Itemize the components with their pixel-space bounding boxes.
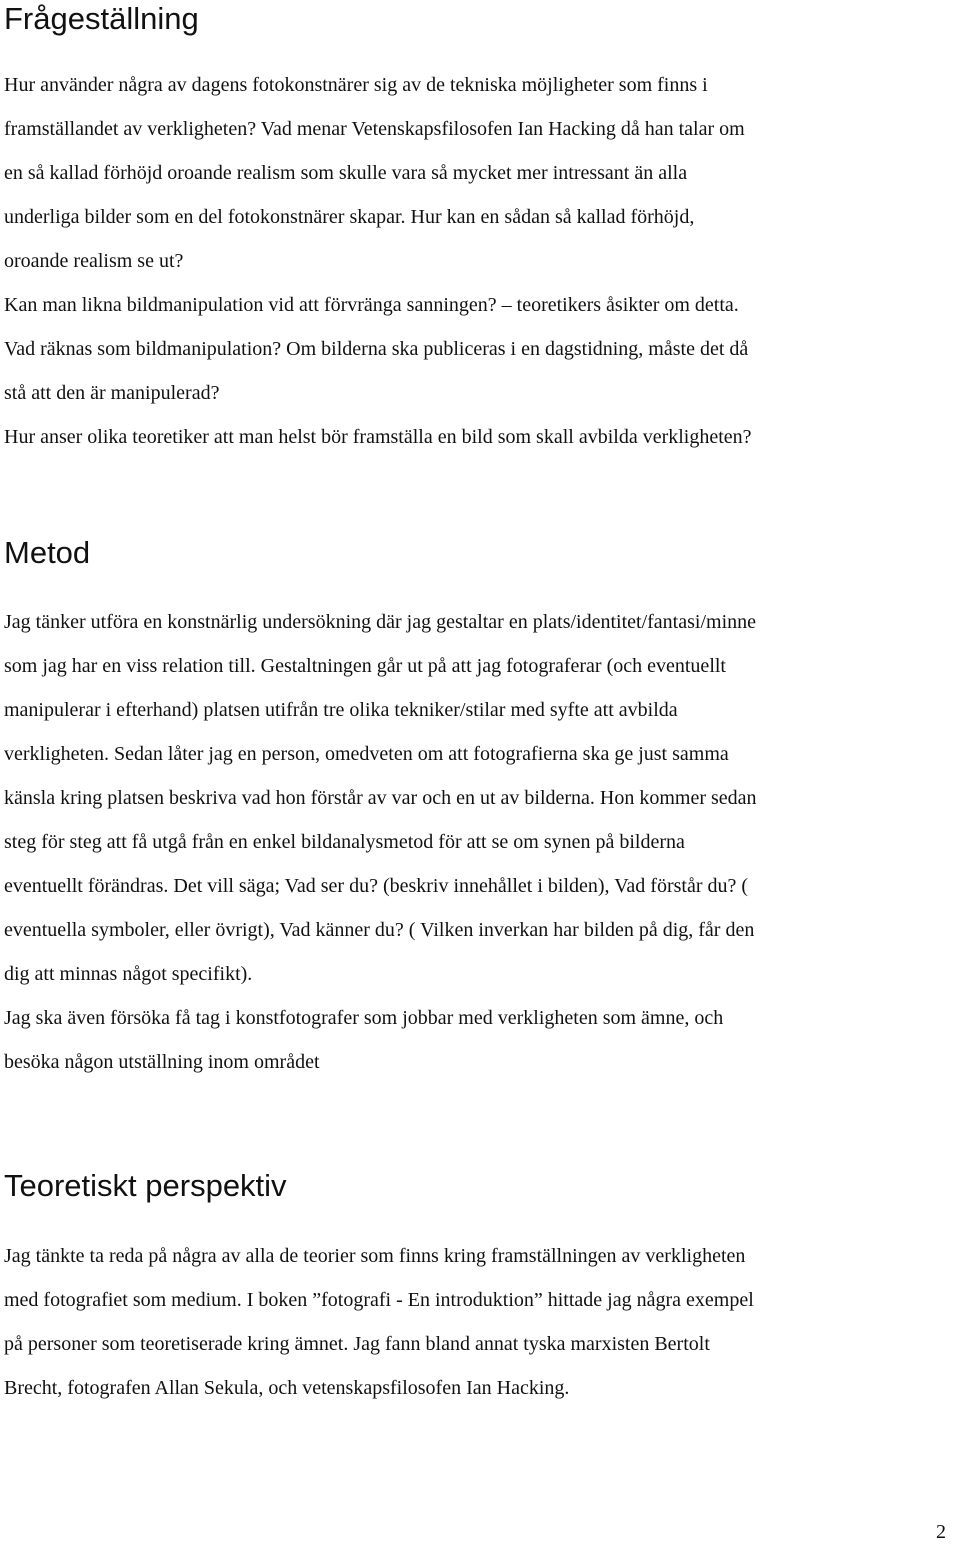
text-line: dig att minnas något specifikt). [4, 963, 253, 985]
text-line: framställandet av verkligheten? Vad menar Vetenskapsfilosofen Ian Hacking då han talar om [4, 118, 745, 140]
text-line: Jag tänker utföra en konstnärlig undersökning där jag gestaltar en plats/identitet/fantasi/minne [4, 611, 757, 633]
text-line: Kan man likna bildmanipulation vid att förvränga sanningen? – teoretikers åsikter om detta. [4, 294, 739, 316]
text-line: Jag tänkte ta reda på några av alla de teorier som finns kring framställningen av verkligheten [4, 1245, 746, 1267]
text-line: underliga bilder som en del fotokonstnärer skapar. Hur kan en sådan så kallad förhöjd, [4, 206, 695, 228]
heading-metod: Metod [4, 535, 91, 570]
text-line: Vad räknas som bildmanipulation? Om bilderna ska publiceras i en dagstidning, måste det då [4, 338, 749, 360]
text-line: Hur använder några av dagens fotokonstnärer sig av de tekniska möjligheter som finns i [4, 74, 708, 96]
text-line: besöka någon utställning inom området [4, 1051, 320, 1073]
text-line: manipulerar i efterhand) platsen utifrån tre olika tekniker/stilar med syfte att avbilda [4, 699, 678, 721]
text-line: Jag ska även försöka få tag i konstfotografer som jobbar med verkligheten som ämne, och [4, 1007, 724, 1029]
text-line: oroande realism se ut? [4, 250, 184, 272]
text-line: stå att den är manipulerad? [4, 382, 220, 404]
text-line: känsla kring platsen beskriva vad hon förstår av var och en ut av bilderna. Hon kommer sedan [4, 787, 757, 809]
text-line: med fotografiet som medium. I boken ”fotografi - En introduktion” hittade jag några exempel [4, 1289, 754, 1311]
text-line: verkligheten. Sedan låter jag en person, omedveten om att fotografierna ska ge just samma [4, 743, 729, 765]
page-number: 2 [936, 1521, 946, 1543]
heading-teoretiskt-perspektiv: Teoretiskt perspektiv [4, 1168, 287, 1203]
text-line: steg för steg att få utgå från en enkel bildanalysmetod för att se om synen på bilderna [4, 831, 685, 853]
text-line: Hur anser olika teoretiker att man helst bör framställa en bild som skall avbilda verkligheten? [4, 426, 752, 448]
text-line: eventuella symboler, eller övrigt), Vad känner du? ( Vilken inverkan har bilden på dig, får den [4, 919, 755, 941]
text-line: en så kallad förhöjd oroande realism som skulle vara så mycket mer intressant än alla [4, 162, 688, 184]
heading-fragestallning: Frågeställning [4, 1, 199, 36]
text-line: på personer som teoretiserade kring ämnet. Jag fann bland annat tyska marxisten Bertolt [4, 1333, 710, 1355]
text-line: Brecht, fotografen Allan Sekula, och vetenskapsfilosofen Ian Hacking. [4, 1377, 570, 1399]
text-line: som jag har en viss relation till. Gestaltningen går ut på att jag fotograferar (och eventuellt [4, 655, 726, 677]
text-line: eventuellt förändras. Det vill säga; Vad ser du? (beskriv innehållet i bilden), Vad förstår du? ( [4, 875, 749, 897]
